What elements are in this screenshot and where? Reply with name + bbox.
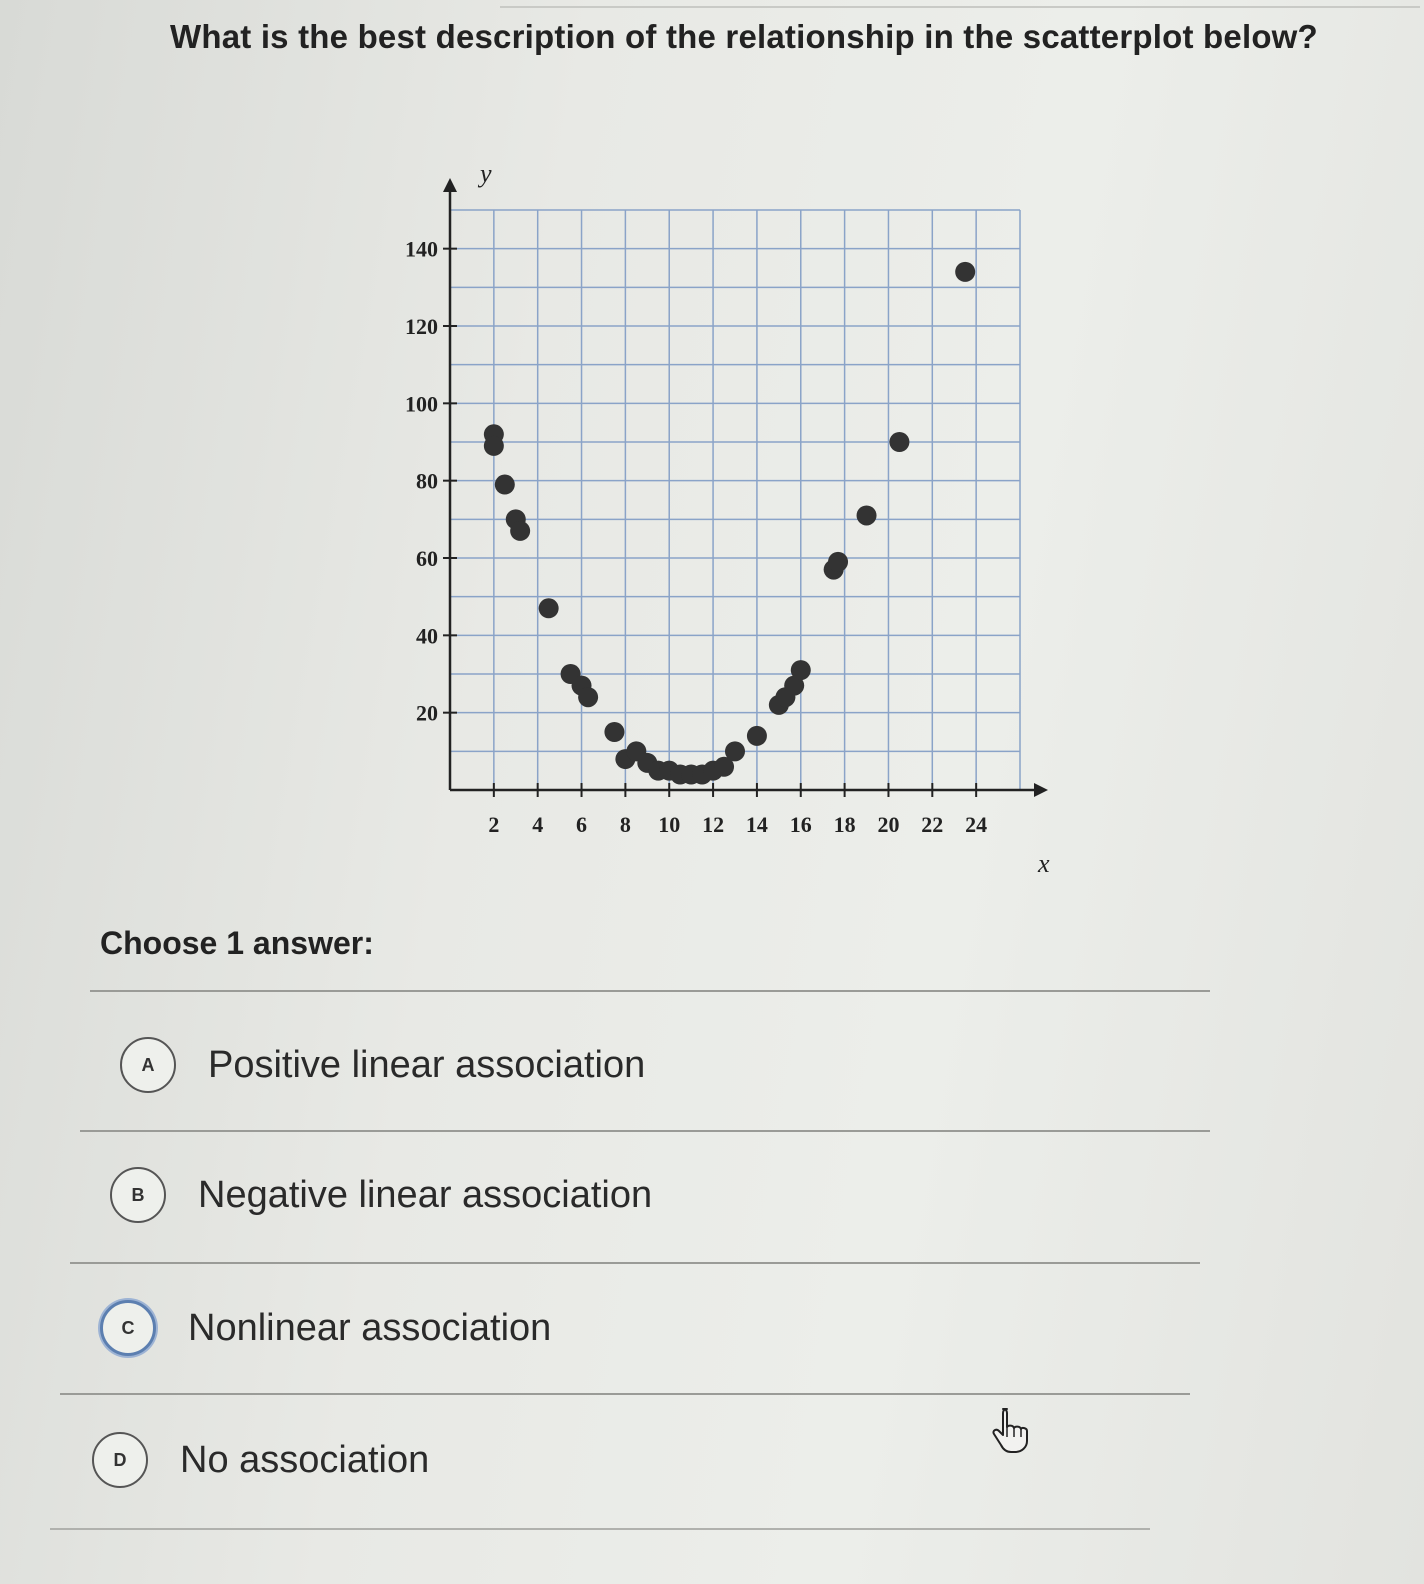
data-point <box>495 475 515 495</box>
option-letter-a: A <box>120 1037 176 1093</box>
answer-option-c[interactable] <box>100 1293 1200 1363</box>
x-tick-label: 2 <box>488 812 500 837</box>
x-axis-arrow <box>1034 783 1048 797</box>
chart-points <box>484 262 975 785</box>
option-label-d: No association <box>180 1438 430 1481</box>
y-tick-label: 140 <box>405 236 438 262</box>
y-tick-label: 100 <box>405 391 438 417</box>
x-tick-label: 12 <box>702 812 725 837</box>
y-axis-label: y <box>480 159 492 188</box>
x-tick-label: 20 <box>877 812 900 837</box>
x-tick-label: 16 <box>789 812 812 837</box>
data-point <box>578 687 598 707</box>
x-tick-label: 4 <box>532 812 544 837</box>
data-point <box>828 552 848 572</box>
data-point <box>747 726 767 746</box>
y-tick-label: 40 <box>416 623 438 649</box>
x-tick-label: 24 <box>965 812 988 837</box>
x-tick-label: 10 <box>658 812 681 837</box>
option-letter-d: D <box>92 1432 148 1488</box>
x-axis-label: x <box>1038 849 1050 878</box>
divider <box>70 1262 1200 1264</box>
option-letter-b: B <box>110 1167 166 1223</box>
question-text: What is the best description of the relationship in the scatterplot below? <box>170 18 1318 55</box>
y-tick-label: 120 <box>405 314 438 339</box>
scatterplot-chart <box>380 150 1080 910</box>
answer-option-b[interactable] <box>110 1160 1210 1230</box>
data-point <box>510 521 530 541</box>
data-point <box>725 741 745 761</box>
x-tick-label: 22 <box>921 812 944 837</box>
divider <box>90 990 1210 992</box>
divider <box>50 1528 1150 1530</box>
divider <box>80 1130 1210 1132</box>
data-point <box>857 505 877 525</box>
x-tick-label: 8 <box>619 812 631 837</box>
top-divider <box>500 6 1420 8</box>
option-letter-c: C <box>100 1300 156 1356</box>
chart-grid <box>450 210 1020 790</box>
option-label-a: Positive linear association <box>208 1043 646 1086</box>
y-axis-arrow <box>443 178 457 192</box>
x-tick-label: 18 <box>833 812 856 837</box>
x-tick-label: 6 <box>576 812 588 837</box>
data-point <box>484 436 504 456</box>
choose-prompt: Choose 1 answer: <box>100 925 374 961</box>
y-tick-label: 80 <box>416 468 438 494</box>
divider <box>60 1393 1190 1395</box>
answer-option-a[interactable] <box>120 1030 1220 1100</box>
y-tick-label: 20 <box>416 700 438 726</box>
y-tick-label: 60 <box>416 546 438 571</box>
data-point <box>791 660 811 680</box>
option-label-c: Nonlinear association <box>188 1306 552 1349</box>
data-point <box>539 598 559 618</box>
pointer-hand-icon <box>985 1405 1035 1455</box>
option-label-b: Negative linear association <box>198 1173 653 1216</box>
data-point <box>955 262 975 282</box>
x-tick-label: 14 <box>745 812 768 837</box>
data-point <box>889 432 909 452</box>
data-point <box>604 722 624 742</box>
